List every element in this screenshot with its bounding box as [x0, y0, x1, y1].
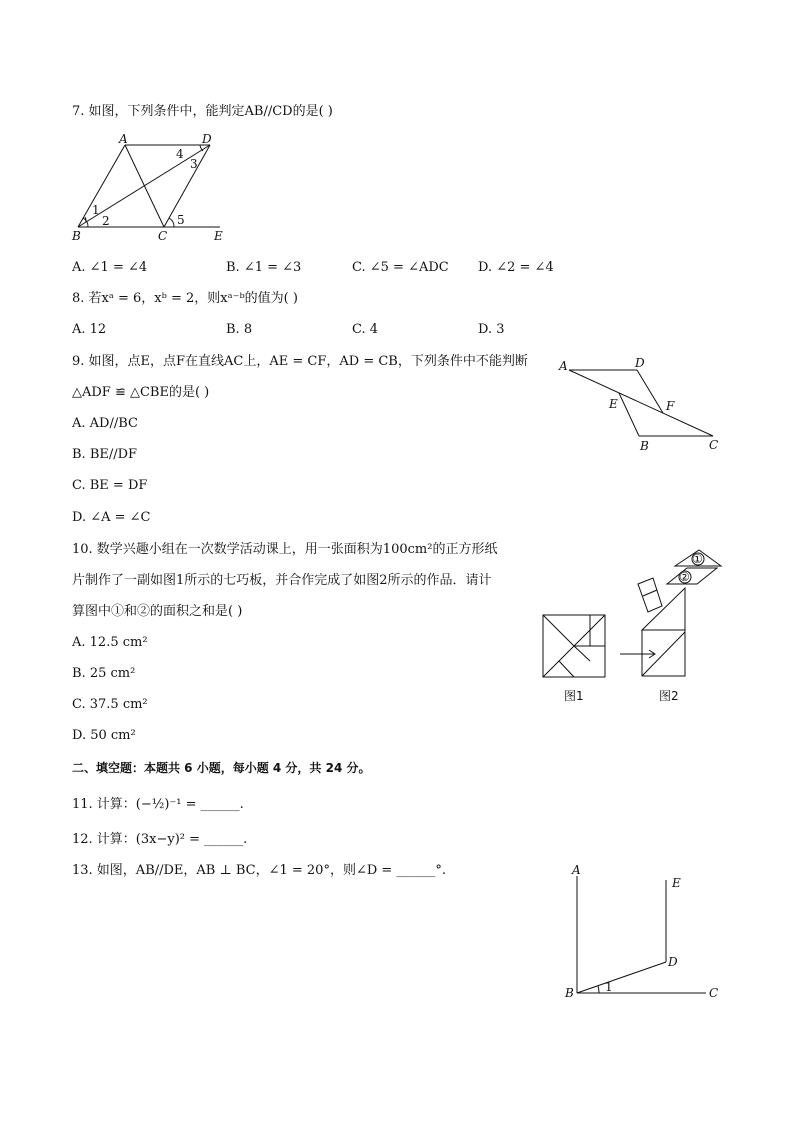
- q8-option-c[interactable]: C. 4: [352, 322, 379, 337]
- q10-option-d[interactable]: D. 50 cm²: [72, 728, 136, 743]
- q7-angle-4: 4: [176, 147, 184, 161]
- q9-label-B: B: [640, 439, 649, 453]
- q7-label-A: A: [119, 132, 128, 146]
- q7-figure: [60, 128, 240, 248]
- q7-option-d[interactable]: D. ∠2 = ∠4: [478, 260, 554, 275]
- q10-circle-1: ①: [692, 552, 703, 566]
- q7-label-C: C: [158, 229, 168, 243]
- q7-label-B: B: [72, 229, 81, 243]
- q13-stem: 13. 如图，AB//DE，AB ⊥ BC，∠1 = 20°，则∠D = ______°.: [72, 863, 447, 878]
- q7-option-c[interactable]: C. ∠5 = ∠ADC: [352, 260, 449, 275]
- q10-fig1-caption: 图1: [564, 689, 584, 703]
- q7-angle-2: 2: [102, 214, 110, 228]
- q13-label-E: E: [672, 876, 681, 890]
- q10-option-c[interactable]: C. 37.5 cm²: [72, 697, 148, 712]
- q8-option-b[interactable]: B. 8: [226, 322, 253, 337]
- q13-label-D: D: [668, 955, 678, 969]
- q8-stem: 8. 若xᵃ = 6，xᵇ = 2，则xᵃ⁻ᵇ的值为( ): [72, 291, 298, 306]
- q9-option-c[interactable]: C. BE = DF: [72, 478, 148, 493]
- q9-option-b[interactable]: B. BE//DF: [72, 447, 138, 462]
- q8-option-d[interactable]: D. 3: [478, 322, 505, 337]
- q7-label-D: D: [202, 132, 212, 146]
- q7-stem: 7. 如图，下列条件中，能判定AB//CD的是( ): [72, 104, 333, 119]
- q9-label-D: D: [635, 356, 645, 370]
- q7-angle-5: 5: [177, 213, 185, 227]
- q7-option-a[interactable]: A. ∠1 = ∠4: [72, 260, 148, 275]
- q11-stem: 11. 计算：(−½)⁻¹ = ______.: [72, 797, 244, 812]
- q13-label-C: C: [709, 986, 719, 1000]
- q8-option-a[interactable]: A. 12: [72, 322, 107, 337]
- q9-label-C: C: [709, 438, 719, 452]
- q9-label-A: A: [559, 359, 568, 373]
- q9-figure: [555, 352, 730, 457]
- q10-circle-2: ②: [679, 570, 690, 584]
- q13-label-B: B: [565, 986, 574, 1000]
- q9-stem-line2: △ADF ≌ △CBE的是( ): [72, 385, 210, 400]
- q10-stem-line3: 算图中①和②的面积之和是( ): [72, 604, 243, 619]
- q10-stem-line1: 10. 数学兴趣小组在一次数学活动课上，用一张面积为100cm²的正方形纸: [72, 542, 498, 557]
- q10-stem-line2: 片制作了一副如图1所示的七巧板，并合作完成了如图2所示的作品．请计: [72, 573, 492, 588]
- q7-option-b[interactable]: B. ∠1 = ∠3: [226, 260, 302, 275]
- q7-angle-1: 1: [92, 203, 100, 217]
- q10-option-a[interactable]: A. 12.5 cm²: [72, 635, 148, 650]
- q12-stem: 12. 计算：(3x−y)² = ______.: [72, 832, 248, 847]
- q13-label-A: A: [572, 863, 581, 877]
- q9-label-E: E: [609, 397, 618, 411]
- section2-heading: 二、填空题：本题共 6 小题，每小题 4 分，共 24 分。: [72, 761, 371, 775]
- q7-label-E: E: [214, 229, 223, 243]
- q9-stem-line1: 9. 如图，点E，点F在直线AC上，AE = CF，AD = CB，下列条件中不能判断: [72, 354, 528, 369]
- q10-fig2-caption: 图2: [659, 689, 679, 703]
- q10-figure: [535, 540, 725, 710]
- q13-figure: [560, 862, 730, 1007]
- q9-option-a[interactable]: A. AD//BC: [72, 416, 138, 431]
- q9-option-d[interactable]: D. ∠A = ∠C: [72, 510, 151, 525]
- q7-angle-3: 3: [190, 157, 198, 171]
- q10-option-b[interactable]: B. 25 cm²: [72, 666, 136, 681]
- q13-angle-1: 1: [605, 980, 613, 994]
- q9-label-F: F: [666, 399, 675, 413]
